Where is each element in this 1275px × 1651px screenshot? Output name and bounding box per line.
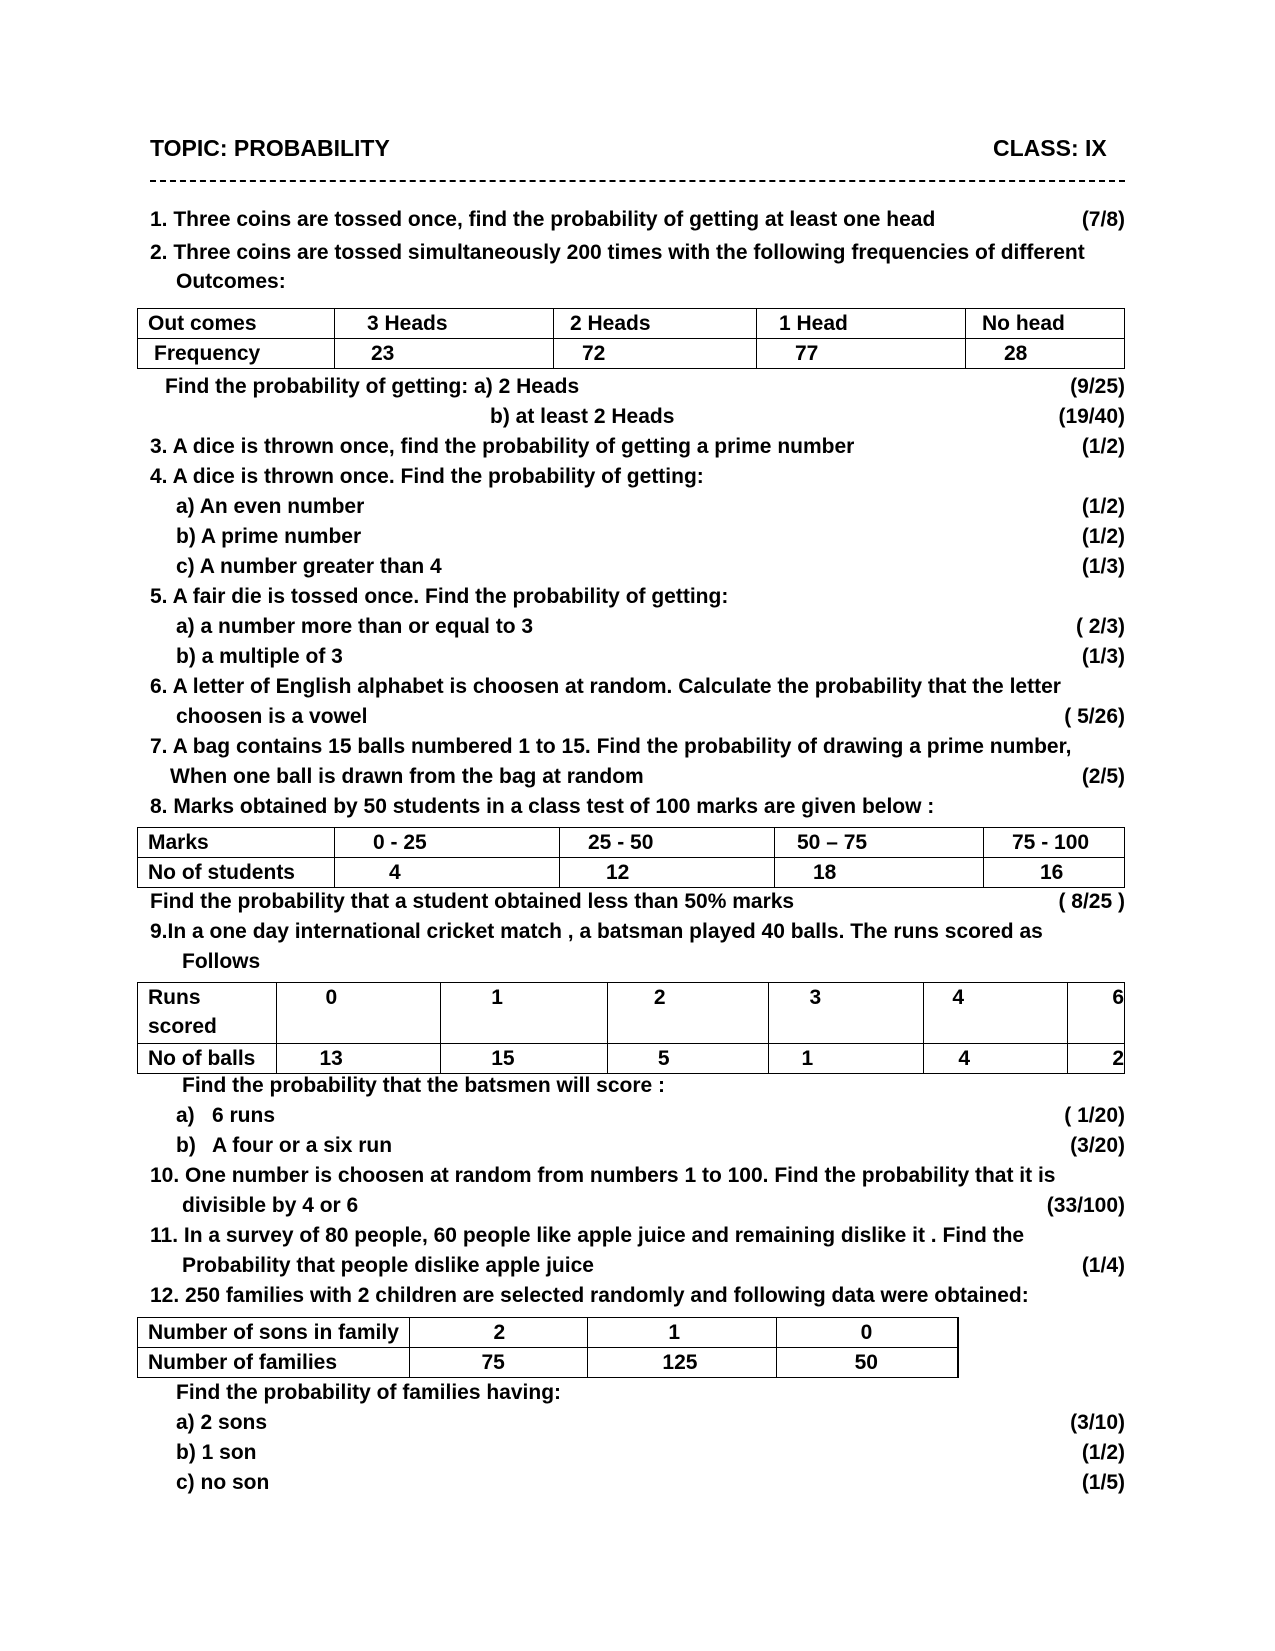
runs-label: Runs	[148, 986, 201, 1009]
table-cell: 2	[409, 1318, 588, 1348]
question-12c: c) no son	[176, 1471, 270, 1494]
table-cell: 23	[335, 339, 554, 369]
question-11: 11. In a survey of 80 people, 60 people like apple juice and remaining dislike it . Find the	[150, 1224, 1025, 1247]
table-cell: 75	[409, 1348, 588, 1378]
question-9b: A four or a six run	[212, 1134, 393, 1157]
table-cell	[958, 1348, 959, 1378]
question-12a: a) 2 sons	[176, 1411, 268, 1434]
answer-4a: (1/2)	[1081, 495, 1125, 518]
table-row	[138, 858, 1125, 888]
answer-10: (33/100)	[1046, 1194, 1125, 1217]
question-6: 6. A letter of English alphabet is choosen at random. Calculate the probability that the letter	[150, 675, 1061, 698]
question-2-cont: Outcomes:	[176, 270, 286, 293]
answer-3: (1/2)	[1081, 435, 1125, 458]
question-12: 12. 250 families with 2 children are selected randomly and following data were obtained:	[150, 1284, 1029, 1307]
answer-12c: (1/5)	[1081, 1471, 1125, 1494]
answer-9a: ( 1/20)	[1064, 1104, 1125, 1127]
question-4: 4. A dice is thrown once. Find the probability of getting:	[150, 465, 704, 488]
question-4b: b) A prime number	[176, 525, 362, 548]
table-cell: 16	[984, 858, 1125, 888]
table-row	[138, 983, 1125, 1044]
families-table	[137, 1317, 959, 1378]
question-2b: b) at least 2 Heads	[490, 405, 675, 428]
table-cell: 15	[441, 1044, 608, 1074]
marks-table	[137, 827, 1125, 888]
topic-heading: TOPIC: PROBABILITY	[150, 135, 390, 161]
answer-2b: (19/40)	[1058, 405, 1125, 428]
table-cell: Out comes	[138, 309, 335, 339]
table-cell: 3	[769, 983, 924, 1044]
question-5: 5. A fair die is tossed once. Find the probability of getting:	[150, 585, 729, 608]
question-12-prompt: Find the probability of families having:	[176, 1381, 562, 1404]
question-4a: a) An even number	[176, 495, 365, 518]
question-9a: 6 runs	[212, 1104, 276, 1127]
table-cell: 1	[441, 983, 608, 1044]
question-10: 10. One number is choosen at random from numbers 1 to 100. Find the probability that it is	[150, 1164, 1056, 1187]
table-cell: 72	[554, 339, 757, 369]
table-cell: 77	[757, 339, 966, 369]
table-cell: 2	[607, 983, 769, 1044]
table-cell: 13	[277, 1044, 441, 1074]
table-cell: 25 - 50	[560, 828, 775, 858]
table-cell: 28	[966, 339, 1125, 369]
question-9-cont: Follows	[182, 950, 261, 973]
question-9a-label: a)	[176, 1104, 195, 1127]
table-cell: 50	[776, 1348, 957, 1378]
answer-2a: (9/25)	[1070, 375, 1125, 398]
outcomes-table	[137, 308, 1125, 369]
table-cell: 125	[588, 1348, 776, 1378]
runs-table	[137, 982, 1125, 1074]
table-cell: 50 – 75	[775, 828, 984, 858]
question-2-prompt: Find the probability of getting: a) 2 Heads	[165, 375, 580, 398]
question-9-prompt: Find the probability that the batsmen will score :	[182, 1074, 666, 1097]
table-row	[138, 828, 1125, 858]
table-row	[138, 1318, 959, 1348]
table-cell: 1 Head	[757, 309, 966, 339]
question-8: 8. Marks obtained by 50 students in a class test of 100 marks are given below :	[150, 795, 935, 818]
table-cell	[138, 983, 277, 1044]
table-cell: Frequency	[138, 339, 335, 369]
answer-8: ( 8/25 )	[1058, 890, 1125, 913]
answer-5b: (1/3)	[1081, 645, 1125, 668]
table-cell: 1	[769, 1044, 924, 1074]
table-cell: 3 Heads	[335, 309, 554, 339]
table-cell: Number of families	[138, 1348, 410, 1378]
table-cell: 0	[277, 983, 441, 1044]
question-1: 1. Three coins are tossed once, find the probability of getting at least one head	[150, 208, 936, 231]
table-cell: 12	[560, 858, 775, 888]
answer-9b: (3/20)	[1070, 1134, 1125, 1157]
table-cell: 4	[924, 983, 1068, 1044]
table-cell: 18	[775, 858, 984, 888]
table-cell: 5	[607, 1044, 769, 1074]
scored-label: scored	[148, 1015, 217, 1038]
table-row	[138, 309, 1125, 339]
answer-1: (7/8)	[1081, 208, 1125, 231]
question-5b: b) a multiple of 3	[176, 645, 343, 668]
question-12b: b) 1 son	[176, 1441, 257, 1464]
table-cell: No head	[966, 309, 1125, 339]
table-row	[138, 339, 1125, 369]
dashed-divider	[150, 180, 1125, 182]
answer-4b: (1/2)	[1081, 525, 1125, 548]
table-cell: No of students	[138, 858, 335, 888]
table-row	[138, 1044, 1125, 1074]
table-row	[138, 1348, 959, 1378]
table-cell: Number of sons in family	[138, 1318, 410, 1348]
table-cell: 6	[1068, 983, 1125, 1044]
question-6-cont: choosen is a vowel	[176, 705, 368, 728]
answer-6: ( 5/26)	[1064, 705, 1125, 728]
table-cell: 75 - 100	[984, 828, 1125, 858]
table-cell: Marks	[138, 828, 335, 858]
table-cell: 4	[335, 858, 560, 888]
table-cell: No of balls	[138, 1044, 277, 1074]
class-heading: CLASS: IX	[993, 135, 1107, 161]
answer-7: (2/5)	[1081, 765, 1125, 788]
table-cell: 1	[588, 1318, 776, 1348]
question-4c: c) A number greater than 4	[176, 555, 442, 578]
question-9: 9.In a one day international cricket match , a batsman played 40 balls. The runs scored as	[150, 920, 1043, 943]
table-cell: 0 - 25	[335, 828, 560, 858]
table-cell: 0	[776, 1318, 957, 1348]
question-3: 3. A dice is thrown once, find the probability of getting a prime number	[150, 435, 855, 458]
question-5a: a) a number more than or equal to 3	[176, 615, 534, 638]
question-9b-label: b)	[176, 1134, 196, 1157]
table-cell	[958, 1318, 959, 1348]
table-cell: 2	[1068, 1044, 1125, 1074]
answer-12b: (1/2)	[1081, 1441, 1125, 1464]
question-8-prompt: Find the probability that a student obtained less than 50% marks	[150, 890, 795, 913]
question-10-cont: divisible by 4 or 6	[182, 1194, 359, 1217]
answer-12a: (3/10)	[1070, 1411, 1125, 1434]
table-cell: 4	[924, 1044, 1068, 1074]
answer-5a: ( 2/3)	[1075, 615, 1125, 638]
question-2: 2. Three coins are tossed simultaneously 200 times with the following frequencies of different	[150, 241, 1085, 264]
answer-4c: (1/3)	[1081, 555, 1125, 578]
question-7-cont: When one ball is drawn from the bag at random	[170, 765, 644, 788]
question-7: 7. A bag contains 15 balls numbered 1 to 15. Find the probability of drawing a prime number,	[150, 735, 1072, 758]
table-cell: 2 Heads	[554, 309, 757, 339]
question-11-cont: Probability that people dislike apple juice	[182, 1254, 594, 1277]
answer-11: (1/4)	[1081, 1254, 1125, 1277]
